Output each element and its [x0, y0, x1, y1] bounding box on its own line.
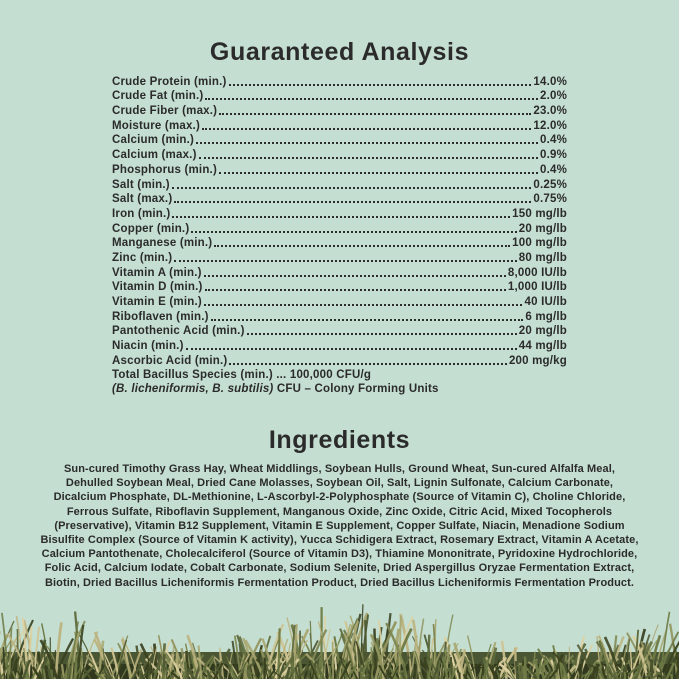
analysis-row-value: 80 mg/lb — [518, 251, 567, 264]
analysis-row — [112, 293, 567, 308]
analysis-row-label: Pantothenic Acid (min.) — [112, 325, 245, 338]
dot-leader — [205, 98, 538, 100]
analysis-row-value: 200 mg/kg — [508, 354, 567, 367]
analysis-row — [112, 337, 567, 352]
cfu-definition-line — [112, 383, 612, 395]
analysis-row-value: 8,000 IU/lb — [507, 266, 567, 279]
analysis-row-value: 14.0% — [533, 75, 567, 88]
analysis-row — [112, 279, 567, 294]
analysis-row-value: 2.0% — [539, 90, 567, 103]
dot-leader — [196, 142, 538, 144]
analysis-row-value: 100 mg/lb — [512, 237, 567, 250]
analysis-row-label: Salt (min.) — [112, 178, 170, 191]
dot-leader — [219, 113, 531, 115]
analysis-row-value: 150 mg/lb — [512, 207, 567, 220]
analysis-row-value: 20 mg/lb — [518, 325, 567, 338]
analysis-row-value: 0.75% — [533, 193, 567, 206]
dot-leader — [214, 245, 510, 247]
guaranteed-analysis-title: Guaranteed Analysis — [209, 38, 470, 66]
analysis-row — [112, 117, 567, 132]
dot-leader — [204, 275, 506, 277]
analysis-row-label: Riboflaven (min.) — [112, 310, 209, 323]
ingredients-text: Sun-cured Timothy Grass Hay, Wheat Middlings, Soybean Hulls, Ground Wheat, Sun-cured Alfalfa Meal, Dehulled Soybean Meal, Dried Cane Molasses, Soybean Oil, Salt, Lignin Sulfonate, Calcium Carbonate, Dicalcium Phosphate, DL-Methionine, L-Ascorbyl-2-Polyphosphate (Source of Vitamin C), Choline Chloride, Ferrous Sulfate, Riboflavin Supplement, Manganous Oxide, Zinc Oxide, Citric Acid, Mixed Tocopherols (Preservative), Vitamin B12 Supplement, Vitamin E Supplement, Copper Sulfate, Niacin, Menadione Sodium Bisulfite Complex (Source of Vitamin K activity), Yucca Schidigera Extract, Rosemary Extract, Vitamin A Acetate, Calcium Pantothenate, Cholecalciferol (Source of Vitamin D3), Thiamine Mononitrate, Pyridoxine Hydrochloride, Folic Acid, Calcium Iodate, Cobalt Carbonate, Sodium Selenite, Dried Aspergillus Oryzae Fermentation Extract, Biotin, Dried Bacillus Licheniformis Fermentation Product, Dried Bacillus Licheniformis Fermentation Product. — [40, 463, 639, 589]
analysis-row-label: Moisture (max.) — [112, 119, 200, 132]
bacillus-species-italic: (B. licheniformis, B. subtilis) — [112, 383, 274, 395]
dot-leader — [172, 216, 510, 218]
dot-leader — [229, 363, 507, 365]
analysis-row — [112, 73, 567, 88]
dot-leader — [191, 231, 516, 233]
ingredients-title: Ingredients — [268, 426, 411, 454]
analysis-row — [112, 146, 567, 161]
guaranteed-analysis-table — [112, 73, 567, 367]
analysis-row-label: Crude Protein (min.) — [112, 75, 227, 88]
dot-leader — [186, 348, 517, 350]
analysis-row-label: Calcium (min.) — [112, 134, 195, 147]
dot-leader — [199, 157, 538, 159]
analysis-row-label: Iron (min.) — [112, 207, 171, 220]
analysis-row — [112, 88, 567, 103]
analysis-row-label: Niacin (min.) — [112, 340, 184, 353]
analysis-row-label: Vitamin E (min.) — [112, 296, 202, 308]
analysis-row — [112, 102, 567, 117]
analysis-row — [112, 205, 567, 220]
analysis-row-label: Calcium (max.) — [112, 149, 197, 162]
total-bacillus-line: Total Bacillus Species (min.) ... 100,000 CFU/g — [112, 369, 372, 381]
analysis-row — [112, 132, 567, 147]
dot-leader — [174, 201, 531, 203]
analysis-row-value: 0.4% — [539, 134, 567, 147]
dot-leader — [211, 319, 524, 321]
dot-leader — [247, 333, 517, 335]
analysis-row — [112, 308, 567, 323]
analysis-row-label: Copper (min.) — [112, 222, 190, 235]
analysis-row-label: Vitamin D (min.) — [112, 281, 203, 294]
dot-leader — [174, 260, 516, 262]
dot-leader — [172, 187, 532, 189]
dot-leader — [204, 304, 523, 306]
dot-leader — [202, 128, 531, 130]
analysis-row-value: 44 mg/lb — [518, 340, 567, 353]
analysis-row-value: 0.9% — [539, 149, 567, 162]
analysis-row — [112, 323, 567, 338]
analysis-row-value: 20 mg/lb — [518, 222, 567, 235]
analysis-row-value: 12.0% — [533, 119, 567, 132]
dot-leader — [229, 84, 532, 86]
analysis-row — [112, 191, 567, 206]
analysis-row-label: Manganese (min.) — [112, 237, 213, 250]
analysis-row-value: 6 mg/lb — [525, 310, 567, 323]
analysis-row-value: 40 IU/lb — [524, 296, 567, 308]
analysis-row-label: Zinc (min.) — [112, 251, 173, 264]
hay-grass-image — [0, 604, 679, 679]
analysis-row — [112, 161, 567, 176]
analysis-row-label: Crude Fat (min.) — [112, 90, 204, 103]
analysis-row — [112, 249, 567, 264]
analysis-row — [112, 176, 567, 191]
analysis-row-value: 0.4% — [539, 163, 567, 176]
analysis-row — [112, 352, 567, 367]
analysis-row-label: Salt (max.) — [112, 193, 173, 206]
dot-leader — [205, 289, 506, 291]
dot-leader — [219, 172, 538, 174]
cfu-definition-text: CFU – Colony Forming Units — [273, 383, 439, 395]
analysis-row — [112, 264, 567, 279]
analysis-row-value: 1,000 IU/lb — [507, 281, 567, 294]
analysis-row-value: 23.0% — [533, 105, 567, 118]
analysis-row — [112, 235, 567, 250]
analysis-row — [112, 220, 567, 235]
analysis-row-label: Phosphorus (min.) — [112, 163, 217, 176]
analysis-row-label: Crude Fiber (max.) — [112, 105, 218, 118]
analysis-row-label: Ascorbic Acid (min.) — [112, 354, 228, 367]
analysis-row-value: 0.25% — [533, 178, 567, 191]
analysis-row-label: Vitamin A (min.) — [112, 266, 202, 279]
